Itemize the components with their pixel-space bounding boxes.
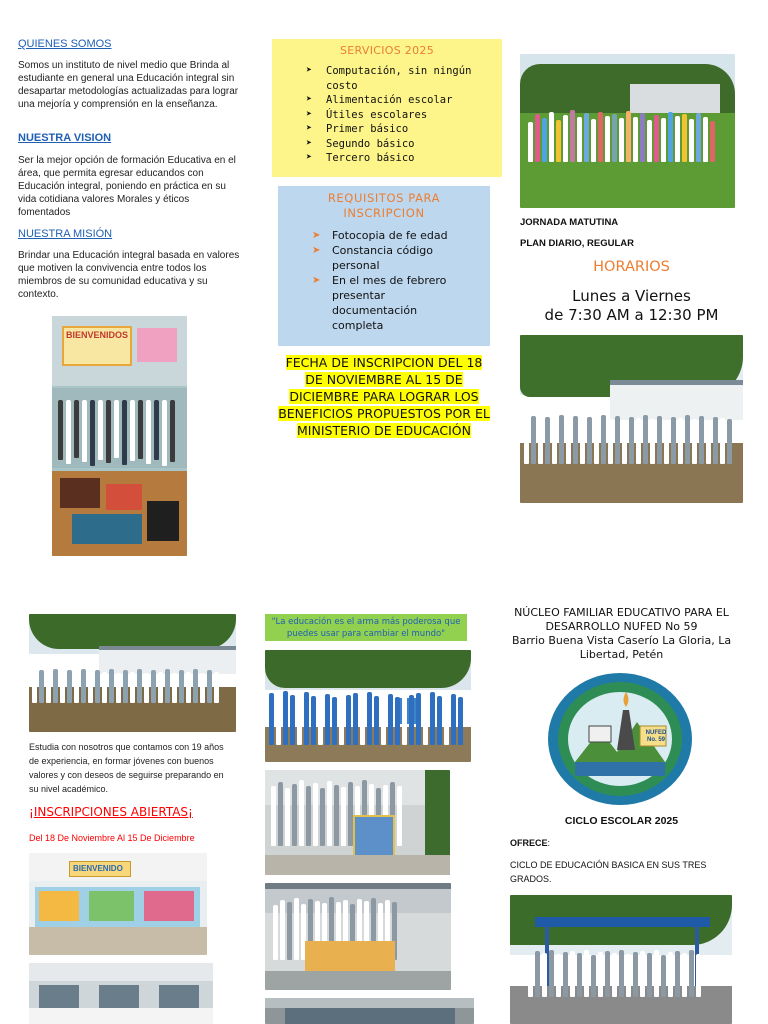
group-field-photo [29,614,236,732]
schedule-title: HORARIOS [593,259,670,275]
open-dates: Del 18 De Noviembre Al 15 De Diciembre [29,833,195,843]
inscription-notice-block [276,354,492,439]
mission-heading[interactable]: NUESTRA MISIÓN [18,228,113,240]
mission-text: Brindar una Educación integral basada en valores que motiven la convivencia entre todos los miembros de su comunidad educativa y su contexto. [18,250,240,300]
arrow-bullet-icon: ➤ [306,94,313,105]
requirements-item: ➤ Fotocopia de fe edad [312,229,448,242]
offer-line [510,838,550,848]
requirements-item: ➤ Constancia código personal [312,244,434,272]
classroom-banner-text: BIENVENIDOS [66,330,129,340]
arrow-bullet-icon: ➤ [306,152,313,163]
display-table-photo [265,883,451,990]
stage-group-photo [510,895,732,1024]
kites-crowd [528,110,715,162]
kites-photo [520,54,735,208]
requirements-title: REQUISITOS PARA INSCRIPCION [327,191,441,220]
student-group [58,400,175,466]
building-crowd [524,415,732,464]
schedule-days: Lunes a Viernes [572,287,691,305]
schedule-hours: de 7:30 AM a 12:30 PM [544,306,719,324]
balloons-crowd [269,690,463,745]
logo-badge-text: NUFED No. 59 [645,730,667,743]
offer-text: CICLO DE EDUCACIÓN BASICA EN SUS TRES GRADOS. [510,860,707,884]
arrow-bullet-icon: ➤ [312,275,321,286]
school-logo-icon [545,670,695,808]
offer-label: OFRECE [510,838,548,848]
arrow-bullet-icon: ➤ [312,230,321,241]
classroom-banner [62,326,132,366]
school-cycle: CICLO ESCOLAR 2025 [564,815,679,827]
group-building-photo [520,335,743,503]
welcome-sign [69,861,131,877]
bottom-strip-photo [265,998,474,1024]
open-title: INSCRIPCIONES ABIERTAS¡ [33,805,193,819]
classroom-bottom-photo [29,963,213,1024]
services-item: ➤ Primer básico [306,123,409,135]
schedule-shift: JORNADA MATUTINA [520,217,619,228]
services-item: ➤ Tercero básico [306,152,415,164]
schedule-plan: PLAN DIARIO, REGULAR [520,238,634,249]
services-item: ➤ Útiles escolares [306,108,428,121]
study-text: Estudia con nosotros que contamos con 19 años de experiencia, en formar jóvenes con buenos valores y con deseos de seguirse preparando en su nivel académico. [29,742,224,794]
inscription-notice: FECHA DE INSCRIPCION DEL 18 DE NOVIEMBRE AL 15 DE DICIEMBRE PARA LOGRAR LOS BENEFICIOS PROPUESTOS POR EL MINISTERIO DE EDUCACIÓN [278,355,490,438]
arrow-bullet-icon: ➤ [312,245,321,256]
vision-heading[interactable]: NUESTRA VISION [18,132,112,144]
field-crowd [32,669,219,703]
school-address: Barrio Buena Vista Caserío La Gloria, La Libertad, Petén [511,634,732,661]
welcome-photo [29,853,207,955]
services-title: SERVICIOS 2025 [340,44,434,57]
school-logo [545,670,695,808]
quote-text: "La educación es el arma más poderosa que puedes usar para cambiar el mundo" [271,617,461,639]
welcome-sign-text: BIENVENIDO [73,864,123,873]
requirements-box [278,186,490,346]
arrow-bullet-icon: ➤ [306,123,313,134]
poster-photo [265,770,450,875]
services-item: ➤ Alimentación escolar [306,94,453,106]
open-prefix: ¡ [29,805,34,819]
blue-balloons-photo [265,650,471,762]
about-heading[interactable]: QUIENES SOMOS [18,38,112,50]
vision-text: Ser la mejor opción de formación Educativa en el área, que permita egresar educandos con Educación integral, poniendo en práctica en su vida cotidiana valores Morales y éticos fomentados [18,155,236,218]
arrow-bullet-icon: ➤ [306,137,313,149]
quote-box [265,614,467,641]
school-name: NÚCLEO FAMILIAR EDUCATIVO PARA EL DESARROLLO NUFED No 59 [514,606,729,633]
arrow-bullet-icon: ➤ [306,108,313,120]
open-title-line [29,805,193,819]
services-list [302,64,502,166]
arrow-bullet-icon: ➤ [306,65,313,76]
requirements-item: ➤ En el mes de febrero presentar documentación completa [312,274,447,332]
services-item: ➤ Segundo básico [306,137,415,150]
classroom-photo [52,316,187,556]
about-text: Somos un instituto de nivel medio que Brinda al estudiante en general una Educación integral sin desapartar metodologías actualizadas para lograr una mejoría y comprensión en la enseñanza. [18,60,239,110]
services-item: ➤ Computación, sin ningún costo [306,65,472,92]
stage-crowd [528,950,701,997]
services-box [272,39,502,177]
offer-colon: : [547,838,551,848]
requirements-list [308,228,458,333]
